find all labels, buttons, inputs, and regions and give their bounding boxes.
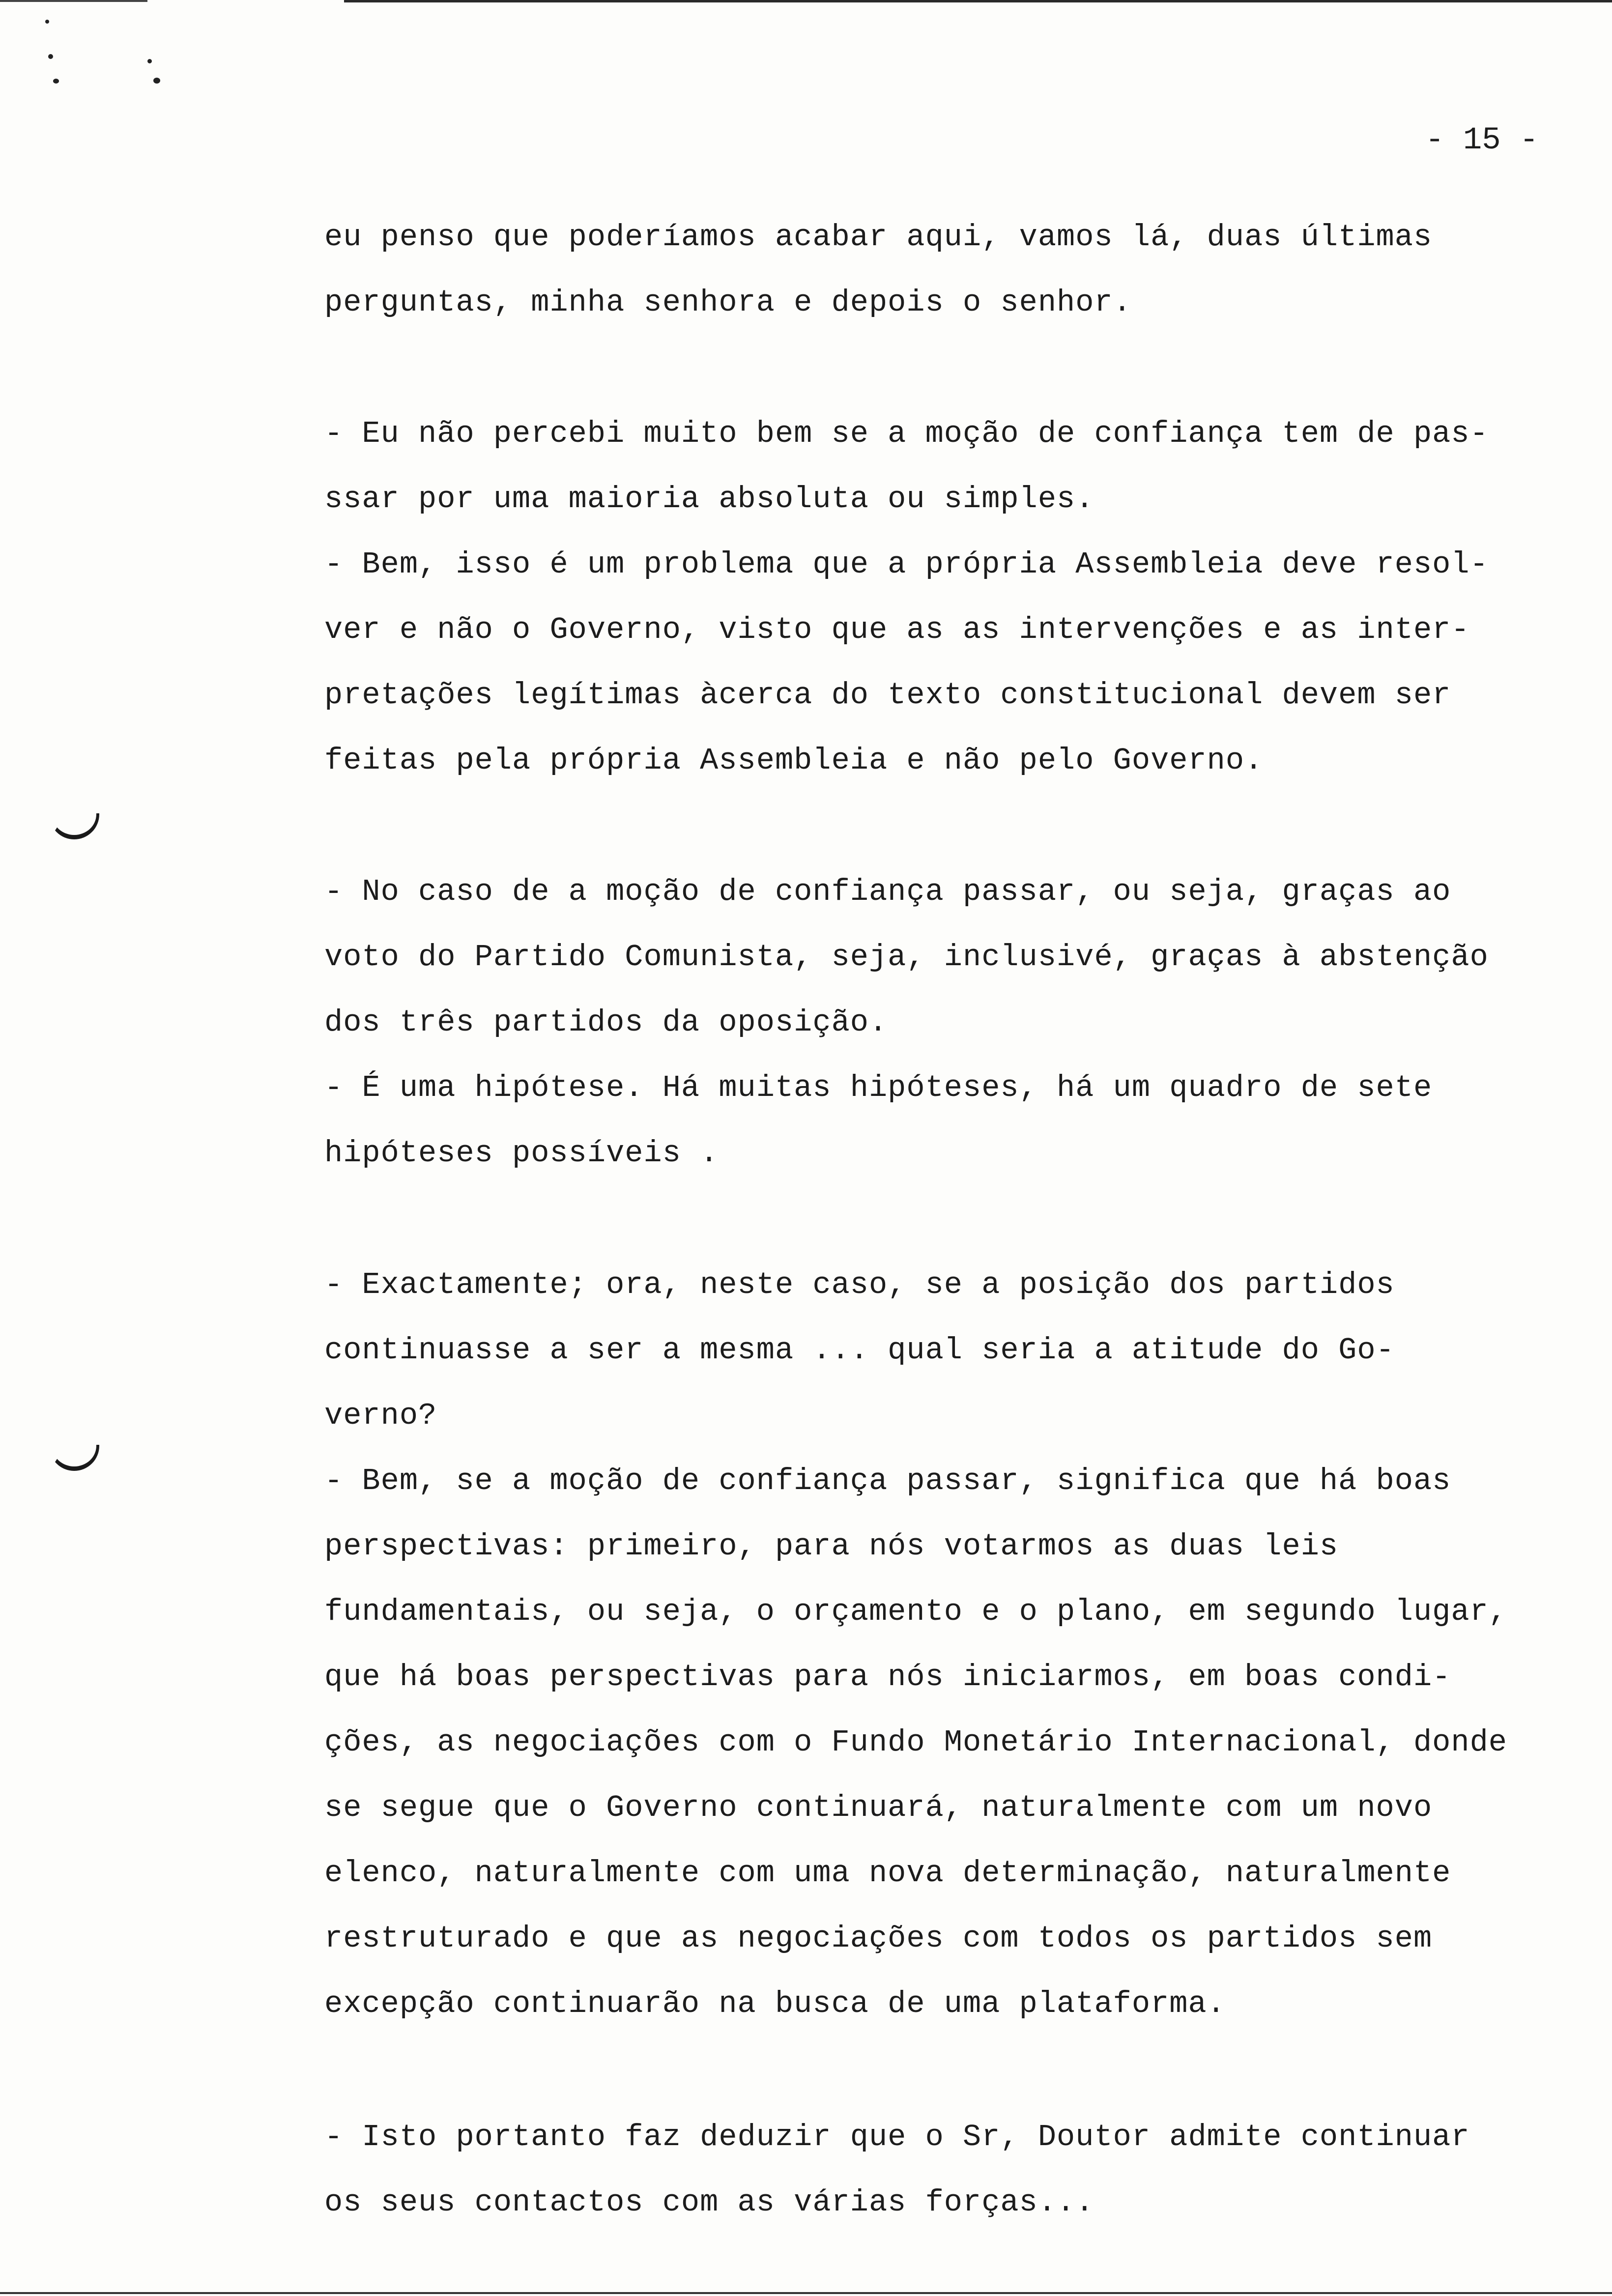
text-line: restruturado e que as negociações com todos os partidos sem	[324, 1921, 1433, 1956]
text-line: pretações legítimas àcerca do texto constitucional devem ser	[324, 678, 1451, 713]
scan-speck	[153, 78, 160, 84]
paragraph	[324, 2104, 1583, 2235]
text-line: continuasse a ser a mesma ... qual seria a atitude do Go-	[324, 1333, 1395, 1368]
paragraph	[324, 859, 1583, 1186]
text-line: - Isto portanto faz deduzir que o Sr, Doutor admite continuar	[324, 2120, 1470, 2154]
text-line: - Bem, se a moção de confiança passar, significa que há boas	[324, 1464, 1451, 1498]
text-line: perguntas, minha senhora e depois o senhor.	[324, 285, 1132, 320]
punch-hole-mark	[49, 1445, 99, 1471]
punch-hole-mark	[49, 813, 99, 839]
scan-speck	[48, 54, 53, 59]
text-line: que há boas perspectivas para nós iniciarmos, em boas condi-	[324, 1660, 1451, 1694]
text-line: - Bem, isso é um problema que a própria Assembleia deve resol-	[324, 547, 1489, 582]
page-number: - 15 -	[1425, 123, 1539, 158]
text-line: excepção continuarão na busca de uma plataforma.	[324, 1986, 1226, 2021]
text-line: - No caso de a moção de confiança passar, ou seja, graças ao	[324, 874, 1451, 909]
text-line: ssar por uma maioria absoluta ou simples.	[324, 482, 1094, 517]
text-line: ver e não o Governo, visto que as as intervenções e as inter-	[324, 612, 1470, 647]
text-line: elenco, naturalmente com uma nova determinação, naturalmente	[324, 1856, 1451, 1891]
paragraph	[324, 204, 1583, 335]
text-line: hipóteses possíveis .	[324, 1136, 719, 1171]
text-line: perspectivas: primeiro, para nós votarmos as duas leis	[324, 1529, 1339, 1564]
text-line: voto do Partido Comunista, seja, inclusivé, graças à abstenção	[324, 940, 1489, 975]
text-line: se segue que o Governo continuará, naturalmente com um novo	[324, 1790, 1433, 1825]
bottom-edge-rule	[0, 2292, 1612, 2294]
text-line: fundamentais, ou seja, o orçamento e o plano, em segundo lugar,	[324, 1594, 1507, 1629]
scan-speck	[53, 79, 59, 84]
top-edge-rule-left	[0, 0, 147, 2]
text-line: - Eu não percebi muito bem se a moção de confiança tem de pas-	[324, 416, 1489, 451]
text-line: eu penso que poderíamos acabar aqui, vamos lá, duas últimas	[324, 220, 1433, 255]
text-line: - Exactamente; ora, neste caso, se a posição dos partidos	[324, 1267, 1395, 1302]
text-line: - É uma hipótese. Há muitas hipóteses, há um quadro de sete	[324, 1070, 1433, 1105]
text-line: os seus contactos com as várias forças...	[324, 2185, 1094, 2220]
scan-speck	[45, 20, 49, 24]
scan-speck	[147, 59, 152, 63]
paragraph	[324, 1252, 1583, 2037]
text-line: verno?	[324, 1398, 437, 1433]
text-line: ções, as negociações com o Fundo Monetário Internacional, donde	[324, 1725, 1507, 1760]
text-line: feitas pela própria Assembleia e não pelo Governo.	[324, 743, 1264, 778]
paragraph	[324, 401, 1583, 793]
text-line: dos três partidos da oposição.	[324, 1005, 888, 1040]
top-edge-rule	[344, 0, 1612, 2]
